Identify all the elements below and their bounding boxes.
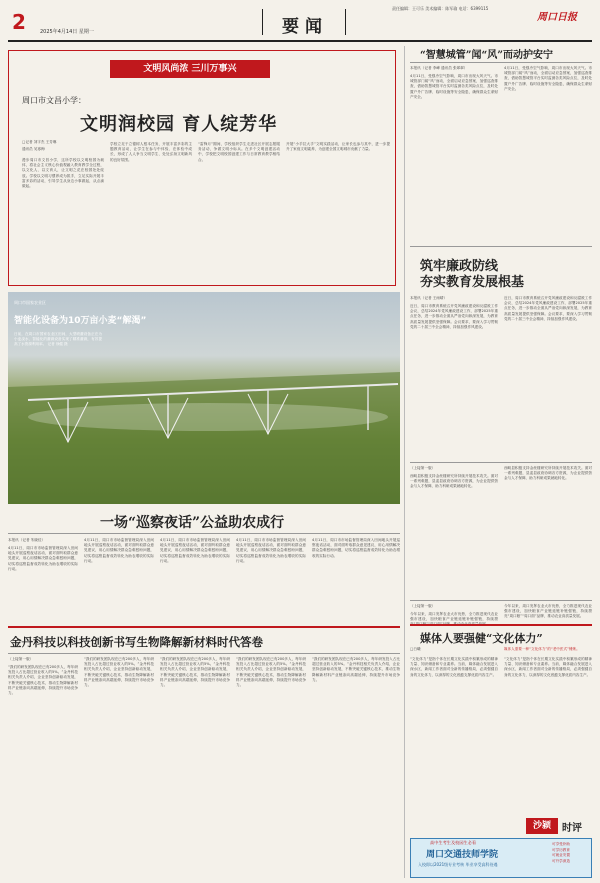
photo-credit: 周口市国家农业区 [14,300,46,305]
story1-title: 文明润校园 育人绽芳华 [80,114,278,135]
story5-col2: 西峡县积极支持金丝楼研究所持续开展技术攻关。面对一系列难题，县委县政府协调各方资源，为企业提供资金与人才保障，助力科研成果就地转化。 [504,466,592,481]
story6-col3: “我们的研发团队现在已有200多人，每年研发投入占比超过营业收入的5%。”金丹科技相关负责人介绍，企业坚持创新驱动发展，不断突破关键核心技术，推动生物降解新材料产业链条向高端延伸，持续提升市场竞争力。 [160,657,230,688]
story3-col2: 近日，周口市教育系统召开党风廉政建设和反腐败工作会议，总结2024年党风廉政建设工作，部署2025年重点任务，进一步推动全面从严治党向纵深发展，为教育高质量发展提供坚强保障。会议要求，要深入学习贯彻党的二十届三中全会精神，持续加强作风建设。 [504,296,592,321]
story4-col5: 4月11日，周口市市场监督管理局深入田间地头开展巡察夜话活动，面对面听取群众意见建议，用心用情解决群众急难愁盼问题，切实将巡察监督成效转化为助农增收的实际行动。 [312,538,400,558]
ad-sub: 入校即以2021级专业考核 毕业享受高科待遇 [418,862,498,867]
column-name: 时评 [562,823,582,834]
story2-title: “智慧城管”闻“风”而动护安宁 [420,50,554,61]
story1-banner: 文明风尚浓 三川万事兴 [110,60,270,78]
story8-col2: “文化体力”是指个体在长期文化实践中积累形成的精神力量、知识储备和专业素养。当前，媒体融合发展进入深水区，新闻工作者面对全新的传播格局，必须强健自身的文化体力，以深厚的文化底蕴支撑优质内容生产。 [504,657,592,677]
ad-tag: 可就业安置 [552,853,570,857]
story1-col1: 漫步周口市文昌小学，这所学校以文明校园为载体，将社会主义核心价值观融入教育教学全过程，以文化人、以文育人，让文明之花在校园处处绽放。学校以文明习惯养成为抓手，立足实际开展丰富多彩的活动，引导学生从身边小事做起，从点滴做起。 [22,158,104,189]
ad-top-line: 高中生考生及校园生必看 [430,840,477,845]
story2-col1: 4月11日，受强冷空气影响，周口市出现大风天气。市城管部门闻“风”而动，全面启动应急预案，加强巡查排查，借助智慧城管平台实时监测各类风险点位，及时处置户外广告牌、临时设施等安全隐患，确保群众生命财产安全。 [410,74,498,99]
story7-byline: （上接第一版） [410,604,436,608]
story6-col5: “我们的研发团队现在已有200多人，每年研发投入占比超过营业收入的5%。”金丹科技相关负责人介绍，企业坚持创新驱动发展，不断突破关键核心技术，推动生物降解新材料产业链条向高端延伸，持续提升市场竞争力。 [312,657,400,682]
story3-rule [410,246,592,247]
story3-title-line2: 夯实教育发展根基 [420,275,525,290]
story8-quote: 媒体人需要一种“文化体力”的“老中医式”锤炼。 [504,647,580,651]
story4-rule [8,533,400,534]
ad-tag: 可享受补助 [552,842,570,846]
newspaper-logo: 周口日报 [537,12,577,23]
story1-byline2: 通讯员 吴寒梅 [22,147,45,151]
story6-col1: “我们的研发团队现在已有200多人，每年研发投入占比超过营业收入的5%。”金丹科技相关负责人介绍，企业坚持创新驱动发展，不断突破关键核心技术，推动生物降解新材料产业链条向高端延伸，持续提升市场竞争力。 [8,665,78,696]
story1-col4: 开展“小手拉大手”文明实践活动，让家长也参与其中，进一步提升了家庭文明素养，为创建全国文明城市贡献了力量。 [286,142,390,152]
ad-tag: 可升学深造 [552,858,570,863]
section-title: 要闻 [282,17,328,37]
story6-col4: “我们的研发团队现在已有200多人，每年研发投入占比超过营业收入的5%。”金丹科技相关负责人介绍，企业坚持创新驱动发展，不断突破关键核心技术，推动生物降解新材料产业链条向高端延伸，持续提升市场竞争力。 [236,657,306,688]
ad-tag: 可学历教育 [552,847,570,852]
story6-top-rule [8,626,400,628]
story6-col2: “我们的研发团队现在已有200多人，每年研发投入占比超过营业收入的5%。”金丹科技相关负责人介绍，企业坚持创新驱动发展，不断突破关键核心技术，推动生物降解新材料产业链条向高端延伸，持续提升市场竞争力。 [84,657,154,688]
story4-title: 一场“巡察夜话”公益助农成行 [100,515,285,531]
section-divider-left [262,9,263,35]
story4-col2: 4月11日，周口市市场监督管理局深入田间地头开展巡察夜话活动，面对面听取群众意见建议，用心用情解决群众急难愁盼问题，切实将巡察监督成效转化为助农增收的实际行动。 [84,538,154,563]
story7-rule [410,600,592,601]
story7-col2: 今年以来，周口发挥农业大市优势，全力推进现代农业强市建设，加快粮食产业链延链补链强链，持续擦亮“周口粮”“周口面”品牌，推动农业高质量发展。 [504,604,592,619]
column-badge: 沙颍 [526,818,558,834]
story4-col1: 4月11日，周口市市场监督管理局深入田间地头开展巡察夜话活动，面对面听取群众意见建议，用心用情解决群众急难愁盼问题，切实将巡察监督成效转化为助农增收的实际行动。 [8,546,78,571]
story1-col3: “雷锋月”期间，学校组织学生走进社区开展志愿服务活动，争做文明小标兵。在多个文明创建活动中，学校把文明校园创建工作与日常教育教学相结合。 [198,142,280,162]
story3-byline: 本报讯（记者 王雨晴） [410,296,448,300]
story4-byline: 本报讯（记者 朱晓佳） [8,538,46,542]
page-column-divider [404,46,405,878]
photo-caption: 日前，在周口市国家农业区田间，大型喷灌设备正在为小麦浇水，智能化的灌溉设备实现了精准灌溉，有效提高了水资源利用率。 记者 徐健 摄 [14,332,102,347]
story8-byline: □白曦 [410,647,421,651]
story1-col2: 学校立足于立德树人根本任务，开展丰富多彩的主题教育活动，让学生在参与中体验、在体验中成长，形成了人人争当文明学生、处处弘扬文明新风的良好氛围。 [110,142,192,162]
story4-col4: 4月11日，周口市市场监督管理局深入田间地头开展巡察夜话活动，面对面听取群众意见建议，用心用情解决群众急难愁盼问题，切实将巡察监督成效转化为助农增收的实际行动。 [236,538,306,563]
story3-col1: 近日，周口市教育系统召开党风廉政建设和反腐败工作会议，总结2024年党风廉政建设工作，部署2025年重点任务，进一步推动全面从严治党向纵深发展，为教育高质量发展提供坚强保障。会议要求，要深入学习贯彻党的二十届三中全会精神，持续加强作风建设。 [410,304,498,329]
header-rule [8,40,592,42]
ad-main: 周口交通技师学院 [426,850,499,860]
editors-line: 责任编辑：王可乐 美术编辑：陈军瑜 电话：6399115 [392,6,489,11]
story5-rule [410,462,592,463]
story6-rule [8,653,400,654]
story5-col1: 西峡县积极支持金丝楼研究所持续开展技术攻关。面对一系列难题，县委县政府协调各方资源，为企业提供资金与人才保障，助力科研成果就地转化。 [410,474,498,489]
story6-title: 金丹科技以科技创新书写生物降解新材料时代答卷 [10,635,263,649]
story3-title-line1: 筑牢廉政防线 [420,259,499,274]
story2-byline: 本报讯（记者 李峰 通讯员 张翠翠） [410,66,468,70]
story2-rule [410,62,592,63]
story7-col1: 今年以来，周口发挥农业大市优势，全力推进现代农业强市建设，加快粮食产业链延链补链强链，持续擦 [410,612,498,622]
page-number: 2 [12,10,26,34]
story8-top-rule [410,624,592,626]
issue-date: 2025年4月14日 星期一 [40,29,94,35]
story8-title: 媒体人要强健“文化体力” [420,632,543,645]
story8-col1: “文化体力”是指个体在长期文化实践中积累形成的精神力量、知识储备和专业素养。当前，媒体融合发展进入深水区，新闻工作者面对全新的传播格局，必须强健自身的文化体力，以深厚的文化底蕴支撑优质内容生产。 [410,657,498,677]
ad-tags [552,842,588,864]
story2-col2: 4月11日，受强冷空气影响，周口市出现大风天气。市城管部门闻“风”而动，全面启动应急预案，加强巡查排查，借助智慧城管平台实时监测各类风险点位，及时处置户外广告牌、临时设施等安全隐患，确保群众生命财产安全。 [504,66,592,91]
story1-kicker: 周口市文昌小学： [22,96,86,105]
story5-byline: （上接第一版） [410,466,436,470]
story1-byline: □记者 刘宇杰 王芳琳 [22,140,57,144]
story6-byline: （上接第一版） [8,657,34,661]
section-divider-right [345,9,346,35]
photo-caption-title: 智能化设备为10万亩小麦“解渴” [14,316,147,326]
story4-col3: 4月11日，周口市市场监督管理局深入田间地头开展巡察夜话活动，面对面听取群众意见建议，用心用情解决群众急难愁盼问题，切实将巡察监督成效转化为助农增收的实际行动。 [160,538,230,563]
